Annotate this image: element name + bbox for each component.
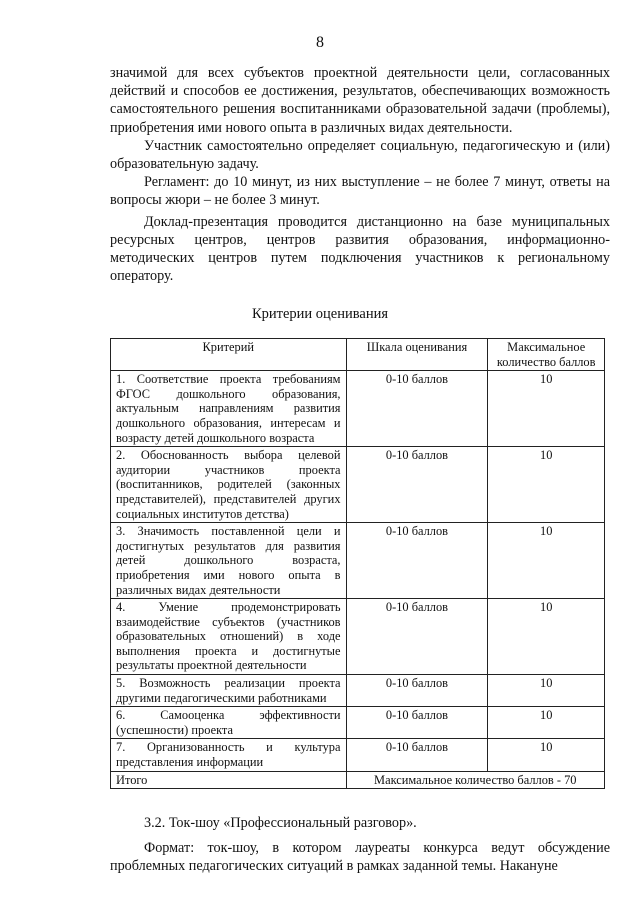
criterion-cell: 1. Соответствие проекта требованиям ФГОС дошкольного образования, актуальным направлениям развития дошкольного образования, интересам и возрасту детей дошкольного возраста [111,371,347,447]
criterion-cell: 2. Обоснованность выбора целевой аудитории участников проекта (воспитанников, родителей (законных представителей), представителей других социальных институтов детства) [111,447,347,523]
criterion-cell: 3. Значимость поставленной цели и достигнутых результатов для развития детей дошкольного возраста, приобретения ими нового опыта в различных видах деятельности [111,523,347,599]
page-number: 8 [316,34,324,51]
criterion-cell: 4. Умение продемонстрировать взаимодействие субъектов (участников образовательных отношений) в ходе выполнения проекта и достигнутые результаты проектной деятельности [111,599,347,675]
criterion-cell: 7. Организованность и культура представления информации [111,739,347,771]
paragraph-presentation: Доклад-презентация проводится дистанционно на базе муниципальных ресурсных центров, центров развития образования, информационно-методических центров путем подключения участников к региональному оператору. [110,213,610,285]
max-cell: 10 [488,707,605,739]
header-max: Максимальное количество баллов [488,339,605,371]
total-label: Итого [111,771,347,789]
table-title: Критерии оценивания [251,306,389,322]
max-cell: 10 [488,371,605,447]
scale-cell: 0-10 баллов [346,523,488,599]
paragraph-goal: значимой для всех субъектов проектной деятельности цели, согласованных действий и способов ее достижения, результатов, обеспечивающих возможность самостоятельного решения воспитанниками образовательной задачи (проблемы), приобретения ими нового опыта в различных видах деятельности. [110,65,610,136]
format-paragraph: Формат: ток-шоу, в котором лауреаты конкурса ведут обсуждение проблемных педагогических ситуаций в рамках заданной темы. Накануне [110,839,610,874]
table-row [111,371,605,447]
max-cell: 10 [488,675,605,707]
scale-cell: 0-10 баллов [346,707,488,739]
table-row [111,707,605,739]
scale-cell: 0-10 баллов [346,599,488,675]
scale-cell: 0-10 баллов [346,371,488,447]
paragraph-task: Участник самостоятельно определяет социальную, педагогическую и (или) образовательную задачу. [110,137,610,173]
max-cell: 10 [488,739,605,771]
table-total-row [111,771,605,789]
max-cell: 10 [488,599,605,675]
criterion-cell: 6. Самооценка эффективности (успешности) проекта [111,707,347,739]
body-text [110,64,610,285]
table-row [111,447,605,523]
max-cell: 10 [488,523,605,599]
scale-cell: 0-10 баллов [346,447,488,523]
table-row [111,739,605,771]
header-scale: Шкала оценивания [346,339,488,371]
table-row [111,523,605,599]
bottom-text [110,814,610,876]
scale-cell: 0-10 баллов [346,739,488,771]
table-row [111,675,605,707]
header-criterion: Критерий [111,339,347,371]
scale-cell: 0-10 баллов [346,675,488,707]
criterion-cell: 5. Возможность реализации проекта другими педагогическими работниками [111,675,347,707]
criteria-table [110,338,605,789]
paragraph-regulation: Регламент: до 10 минут, из них выступление – не более 7 минут, ответы на вопросы жюри – не более 3 минут. [110,174,610,209]
total-value: Максимальное количество баллов - 70 [346,771,604,789]
table-row [111,599,605,675]
max-cell: 10 [488,447,605,523]
table-header-row [111,339,605,371]
section-heading: 3.2. Ток-шоу «Профессиональный разговор». [144,815,417,831]
